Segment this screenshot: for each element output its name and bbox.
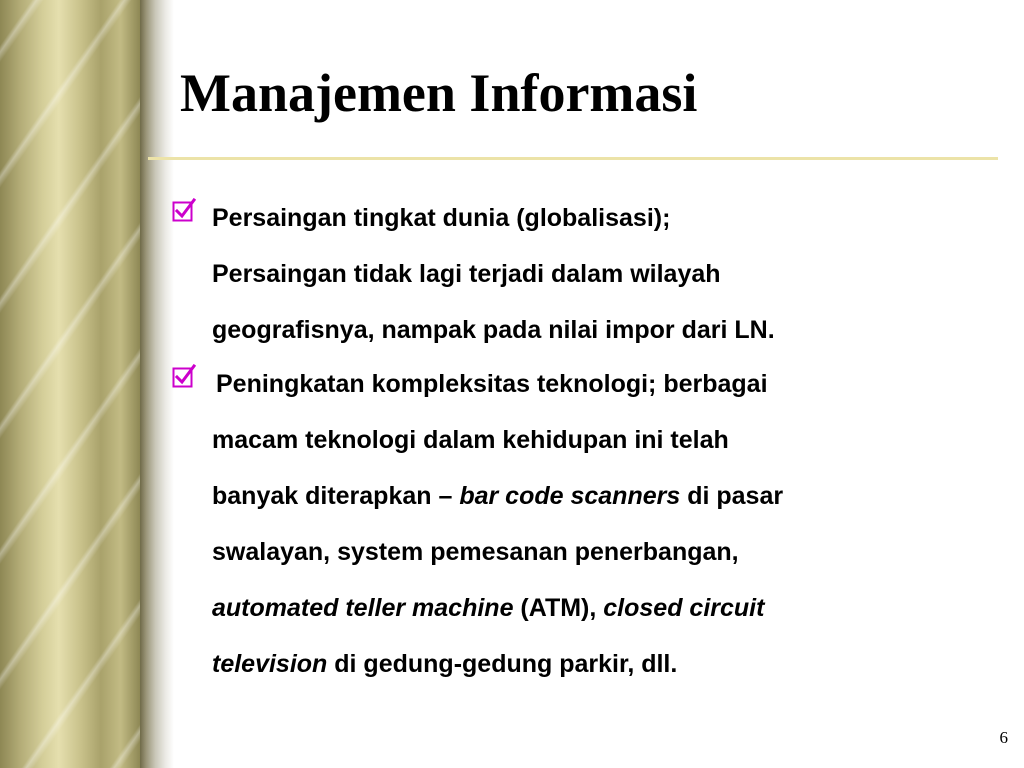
bullet-line: [212, 468, 962, 524]
italic-term: bar code scanners: [459, 482, 681, 510]
italic-term: television: [212, 650, 328, 678]
checkbox-check-icon: [172, 364, 196, 388]
bullet-item-teknologi: [172, 356, 962, 692]
checkbox-check-icon: [172, 198, 196, 222]
bullet-line: swalayan, system pemesanan penerbangan,: [212, 538, 739, 566]
text-run: banyak diterapkan –: [212, 482, 460, 510]
decorative-side-band: [0, 0, 140, 768]
bullet-line: Persaingan tidak lagi terjadi dalam wilayah: [212, 260, 721, 288]
page-number: 6: [999, 728, 1008, 747]
text-run: di gedung-gedung parkir, dll.: [327, 650, 678, 678]
slide-title: Manajemen Informasi: [180, 63, 698, 123]
bullet-text: [212, 190, 962, 358]
bullet-line: macam teknologi dalam kehidupan ini telah: [212, 426, 729, 454]
bullet-line: Peningkatan kompleksitas teknologi; berbagai: [216, 370, 768, 398]
side-band-shadow: [140, 0, 174, 768]
italic-term: closed circuit: [603, 594, 765, 622]
text-run: di pasar: [680, 482, 784, 510]
bullet-line: [212, 636, 962, 692]
bullet-line: geografisnya, nampak pada nilai impor dari LN.: [212, 316, 775, 344]
bullet-text: [212, 356, 962, 692]
bullet-line: Persaingan tingkat dunia (globalisasi);: [212, 204, 671, 232]
bullet-line: [212, 580, 962, 636]
italic-term: automated teller machine: [212, 594, 514, 622]
title-divider: [148, 157, 998, 160]
text-run: (ATM),: [513, 594, 604, 622]
bullet-item-globalisasi: [172, 190, 962, 358]
